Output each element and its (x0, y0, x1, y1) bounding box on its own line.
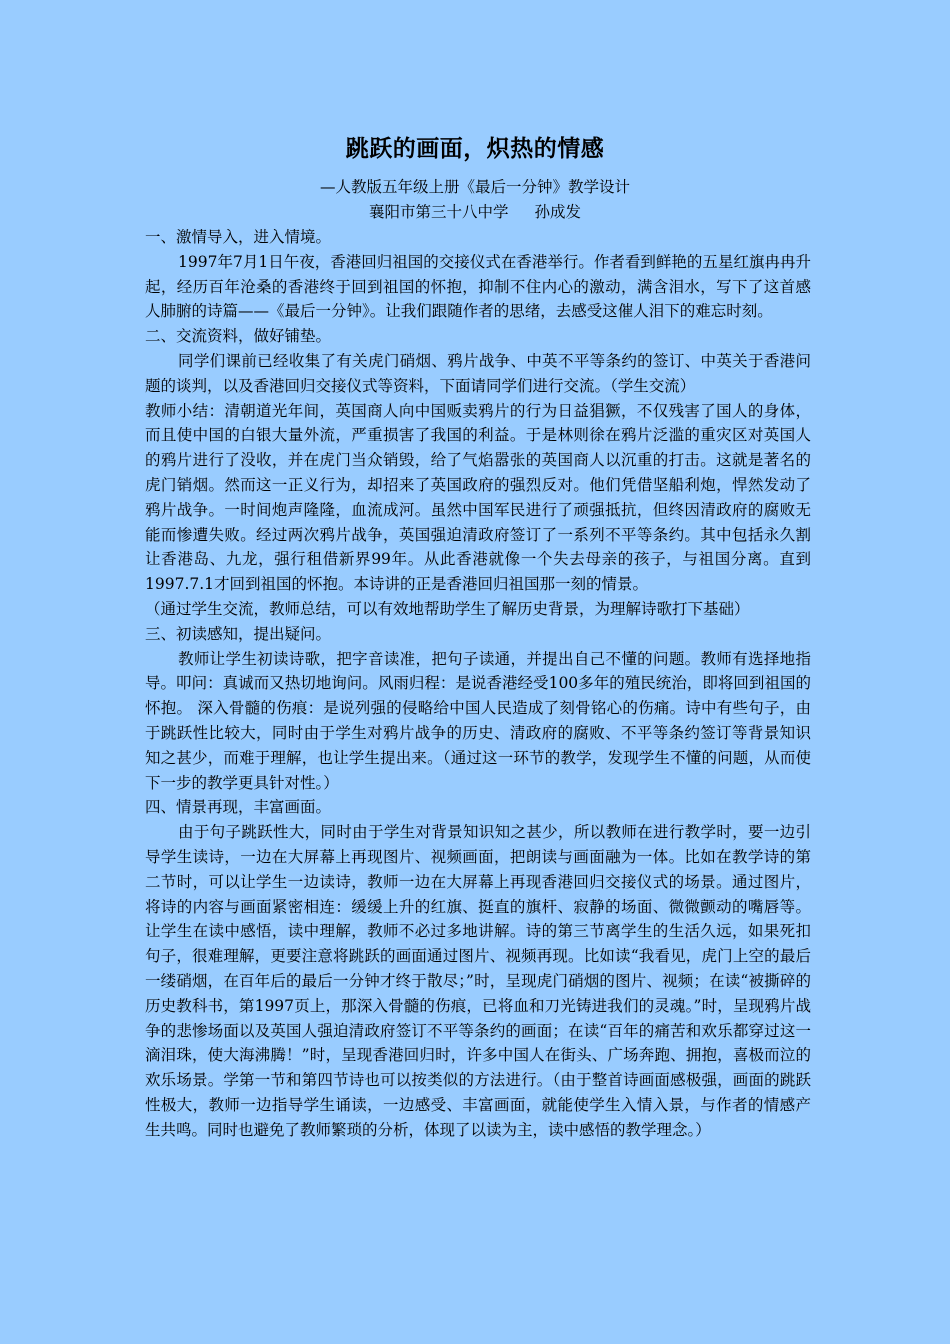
section-heading: 三、初读感知，提出疑问。 (145, 624, 332, 643)
paragraph: 1997年7月1日午夜，香港回归祖国的交接仪式在香港举行。作者看到鲜艳的五星红旗冉冉升起，经历百年沧桑的香港终于回到祖国的怀抱，抑制不住内心的激动，满含泪水，写下了这首感人肺腑的诗篇——《最后一分钟》。让我们跟随作者的思绪，去感受这催人泪下的难忘时刻。 (145, 252, 811, 321)
author-name: 孙成发 (534, 203, 582, 221)
paragraph: 由于句子跳跃性大，同时由于学生对背景知识知之甚少，所以教师在进行教学时，要一边引导学生读诗，一边在大屏幕上再现图片、视频画面，把朗读与画面融为一体。比如在教学诗的第二节时，可以让学生一边读诗，教师一边在大屏幕上再现香港回归交接仪式的场景。通过图片，将诗的内容与画面紧密相连：缓缓上升的红旗、挺直的旗杆、寂静的场面、微微颤动的嘴唇等。让学生在读中感悟，读中理解，教师不必过多地讲解。诗的第三节离学生的生活久远，如果死扣句子，很难理解，更要注意将跳跃的画面通过图片、视频再现。比如读“我看见，虎门上空的最后一缕硝烟，在百年后的最后一分钟才终于散尽；”时，呈现虎门硝烟的图片、视频；在读“被撕碎的历史教科书，第1997页上，那深入骨髓的伤痕，已将血和刀光铸进我们的灵魂。”时，呈现鸦片战争的悲惨场面以及英国人强迫清政府签订不平等条约的画面；在读“百年的痛苦和欢乐都穿过这一滴泪珠，使大海沸腾！”时，呈现香港回归时，许多中国人在街头、广场奔跑、拥抱，喜极而泣的欢乐场景。学第一节和第四节诗也可以按类似的方法进行。（由于整首诗画面感极强，画面的跳跃性极大，教师一边指导学生诵读，一边感受、丰富画面，就能使学生入情入景，与作者的情感产生共鸣。同时也避免了教师繁琐的分析，体现了以读为主，读中感悟的教学理念。） (145, 823, 811, 1139)
section-heading: 一、激情导入，进入情境。 (145, 228, 332, 246)
document-title: 跳跃的画面，炽热的情感 (345, 136, 605, 162)
section-heading: 二、交流资料，做好铺垫。 (145, 327, 332, 346)
paragraph: 教师让学生初读诗歌，把字音读准，把句子读通，并提出自己不懂的问题。教师有选择地指导。叩问：真诚而又热切地询问。风雨归程：是说香港经受100多年的殖民统治，即将回到祖国的怀抱。 深入骨髓的伤痕：是说列强的侵略给中国人民造成了刻骨铭心的伤痛。诗中有些句子，由于跳跃性比较大，同时由于学生对鸦片战争的历史、清政府的腐败、不平等条约签订等背景知识知之甚少，而难于理解，也让学生提出来。（通过这一环节的教学，发现学生不懂的问题，从而使下一步的教学更具针对性。） (145, 649, 811, 792)
section-heading: 四、情景再现，丰富画面。 (145, 798, 332, 817)
author-line (0, 200, 950, 224)
paragraph-note: （通过学生交流，教师总结，可以有效地帮助学生了解历史背景，为理解诗歌打下基础） (145, 599, 750, 618)
author-school: 襄阳市第三十八中学 (368, 203, 509, 221)
document-body (145, 225, 811, 1142)
paragraph: 同学们课前已经收集了有关虎门硝烟、鸦片战争、中英不平等条约的签订、中英关于香港问题的谈判，以及香港回归交接仪式等资料，下面请同学们进行交流。（学生交流） (145, 351, 811, 395)
document-subtitle: —人教版五年级上册《最后一分钟》教学设计 (319, 178, 630, 196)
paragraph: 教师小结：清朝道光年间，英国商人向中国贩卖鸦片的行为日益猖獗，不仅残害了国人的身体，而且使中国的白银大量外流，严重损害了我国的利益。于是林则徐在鸦片泛滥的重灾区对英国人的鸦片进行了没收，并在虎门当众销毁，给了气焰嚣张的英国商人以沉重的打击。这就是著名的虎门销烟。然而这一正义行为，却招来了英国政府的强烈反对。他们凭借坚船利炮，悍然发动了鸦片战争。一时间炮声隆隆，血流成河。虽然中国军民进行了顽强抵抗，但终因清政府的腐败无能而惨遭失败。经过两次鸦片战争，英国强迫清政府签订了一系列不平等条约。其中包括永久割让香港岛、九龙，强行租借新界99年。从此香港就像一个失去母亲的孩子，与祖国分离。直到1997.7.1才回到祖国的怀抱。本诗讲的正是香港回归祖国那一刻的情景。 (145, 401, 811, 594)
